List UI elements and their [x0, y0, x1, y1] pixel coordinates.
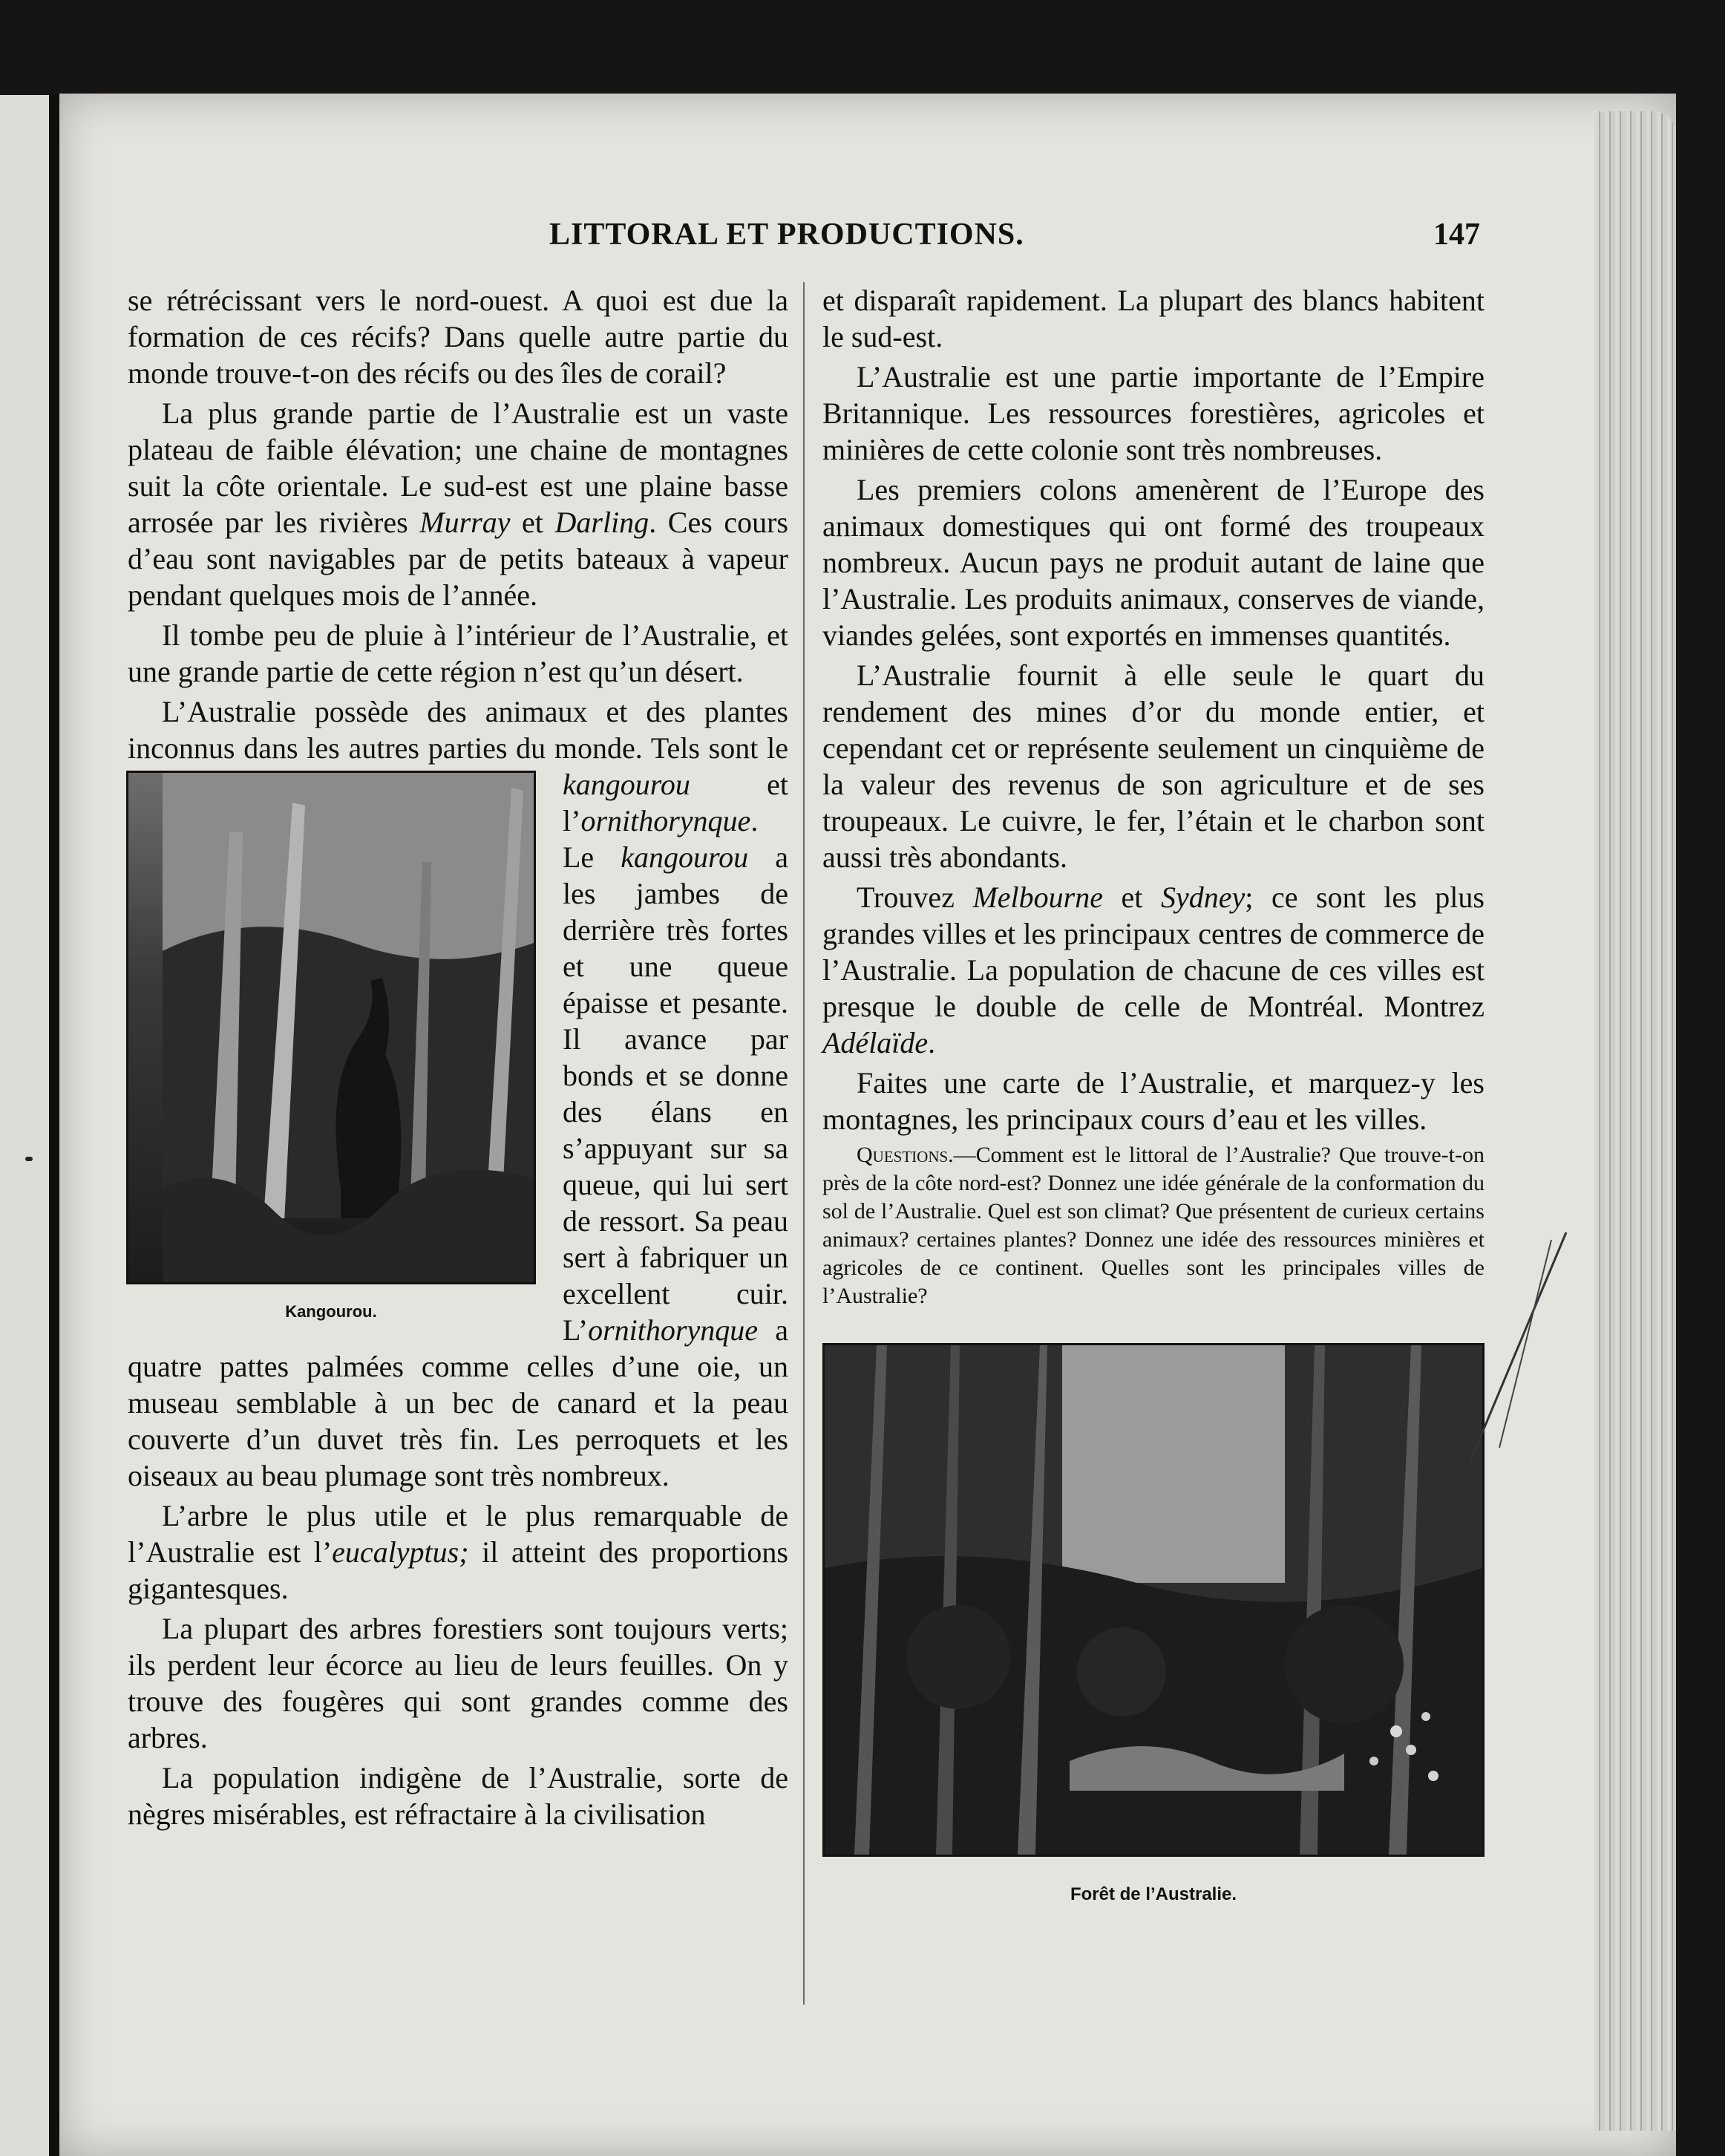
review-questions — [822, 1141, 1485, 1310]
forest-figure — [822, 1343, 1485, 1912]
paragraph-text: a les jambes de derrière très fortes et une queue épaisse et pesante. Il avance par bonds et se donne des élans en s’appuyant sur sa queue, qui lui sert de ressort. Sa peau sert à fabriquer un excellent cuir. L’ — [563, 840, 788, 1347]
book-gutter — [49, 94, 59, 2156]
paragraph-text: et — [510, 506, 555, 539]
city-name: Adélaïde — [822, 1026, 929, 1059]
paragraph-text: et l’ — [563, 768, 788, 837]
facing-page-edge — [0, 95, 49, 2156]
animal-name: kangourou — [563, 768, 690, 801]
right-column — [822, 282, 1485, 1912]
pencil-annotation — [1395, 1225, 1574, 1477]
column-divider — [803, 282, 805, 2005]
paragraph-text: La population indigène de l’Australie, sorte de nègres misérables, est réfractaire à la civilisation — [128, 1761, 788, 1831]
city-name: Sydney — [1160, 881, 1246, 914]
paragraph-text: il atteint des proportions gigantesques. — [128, 1535, 788, 1605]
questions-label: Questions. — [857, 1143, 954, 1167]
forest-engraving — [825, 1345, 1482, 1855]
paragraph-text: Les premiers colons amenèrent de l’Europe des animaux domestiques qui ont formé des troupeaux nombreux. Aucun pays ne produit autant de laine que l’Australie. Les produits animaux, conserves de viande, viandes gelées, sont exportés en immenses quantités. — [822, 473, 1485, 652]
paragraph — [128, 1760, 788, 1832]
page-number: 147 — [1433, 218, 1480, 252]
left-column — [128, 282, 788, 1832]
paragraph — [822, 471, 1485, 653]
paragraph-text: L’Australie possède des animaux et des plantes inconnus dans les autres parties du monde. Tels sont le — [128, 695, 788, 765]
forest-illustration — [822, 1343, 1485, 1857]
river-name: Murray — [419, 506, 511, 539]
kangaroo-figure — [126, 771, 536, 1326]
paragraph — [128, 1497, 788, 1607]
paragraph — [128, 693, 788, 1494]
paragraph-text: Faites une carte de l’Australie, et marquez-y les montagnes, les principaux cours d’eau et les villes. — [822, 1066, 1485, 1136]
running-title: LITTORAL ET PRODUCTIONS. — [549, 218, 1024, 252]
page-block-edge — [1594, 111, 1676, 2131]
paragraph-text: L’arbre le plus utile et le plus remarquable de l’Australie est l’ — [128, 1499, 788, 1569]
animal-name: ornithorynque — [588, 1313, 758, 1347]
paragraph-text: ; ce sont les plus grandes villes et les principaux centres de commerce de l’Australie. La population de chacune de ces villes est presque le double de celle de Montréal. Montrez — [822, 881, 1485, 1023]
animal-name: kangourou — [621, 840, 749, 874]
paragraph-text: et — [1102, 881, 1161, 914]
kangaroo-illustration — [126, 771, 536, 1284]
paragraph — [128, 282, 788, 391]
paragraph — [822, 282, 1485, 355]
paragraph — [822, 1065, 1485, 1137]
paragraph-text: La plus grande partie de l’Australie est un vaste plateau de faible élévation; une chaine de montagnes suit la côte orientale. Le sud-est est une plaine basse arrosée par les rivières — [128, 396, 788, 539]
animal-name: ornithorynque — [580, 804, 751, 837]
paragraph-text: Il tombe peu de pluie à l’intérieur de l’Australie, et une grande partie de cette région n’est qu’un désert. — [128, 618, 788, 688]
questions-text: —Comment est le littoral de l’Australie? Que trouve-t-on près de la côte nord-est? Donnez une idée générale de la conformation du sol de l’Australie. Quel est son climat? Que présentent de curieux certains animaux? certaines plantes? Donnez une idée des ressources minières et agricoles de ce continent. Quelles sont les principales villes de l’Australie? — [822, 1143, 1485, 1308]
forest-caption: Forêt de l’Australie. — [1070, 1884, 1237, 1904]
paragraph-text: . Le — [563, 804, 759, 874]
river-name: Darling — [554, 506, 649, 539]
paragraph-text: . Ces cours d’eau sont navigables par de petits bateaux à vapeur pendant quelques mois de l’année. — [128, 506, 788, 612]
kangaroo-engraving — [163, 773, 536, 1282]
paragraph-text: L’Australie est une partie importante de l’Empire Britannique. Les ressources forestières, agricoles et minières de cette colonie sont très nombreuses. — [822, 360, 1485, 466]
paragraph-text: L’Australie fournit à elle seule le quart du rendement des mines d’or du monde entier, et cependant cet or représente seulement un cinquième de la valeur des revenus de son agriculture et de ses troupeaux. Le cuivre, le fer, l’étain et le charbon sont aussi très abondants. — [822, 659, 1485, 874]
paragraph — [822, 359, 1485, 468]
paragraph-text: se rétrécissant vers le nord-ouest. A quoi est due la formation de ces récifs? Dans quelle autre partie du monde trouve-t-on des récifs ou des îles de corail? — [128, 284, 788, 390]
paragraph — [128, 617, 788, 690]
paragraph-text: a quatre pattes palmées comme celles d’une oie, un museau semblable à un bec de canard et la peau couverte d’un duvet très fin. Les perroquets et les oiseaux au beau plumage sont très nombreux. — [128, 1313, 788, 1492]
paragraph-text: Trouvez — [857, 881, 973, 914]
paragraph — [822, 879, 1485, 1061]
paragraph — [822, 657, 1485, 875]
margin-speck — [25, 1157, 33, 1161]
tree-name: eucalyptus; — [332, 1535, 469, 1569]
city-name: Melbourne — [972, 881, 1103, 914]
kangaroo-caption: Kangourou. — [285, 1302, 377, 1321]
paragraph-text: . — [928, 1026, 936, 1059]
running-head — [549, 217, 1480, 261]
paragraph — [128, 395, 788, 613]
paragraph-text: et disparaît rapidement. La plupart des blancs habitent le sud-est. — [822, 284, 1485, 353]
paragraph-text: La plupart des arbres forestiers sont toujours verts; ils perdent leur écorce au lieu de leurs feuilles. On y trouve des fougères qui sont grandes comme des arbres. — [128, 1612, 788, 1754]
paragraph — [128, 1610, 788, 1756]
